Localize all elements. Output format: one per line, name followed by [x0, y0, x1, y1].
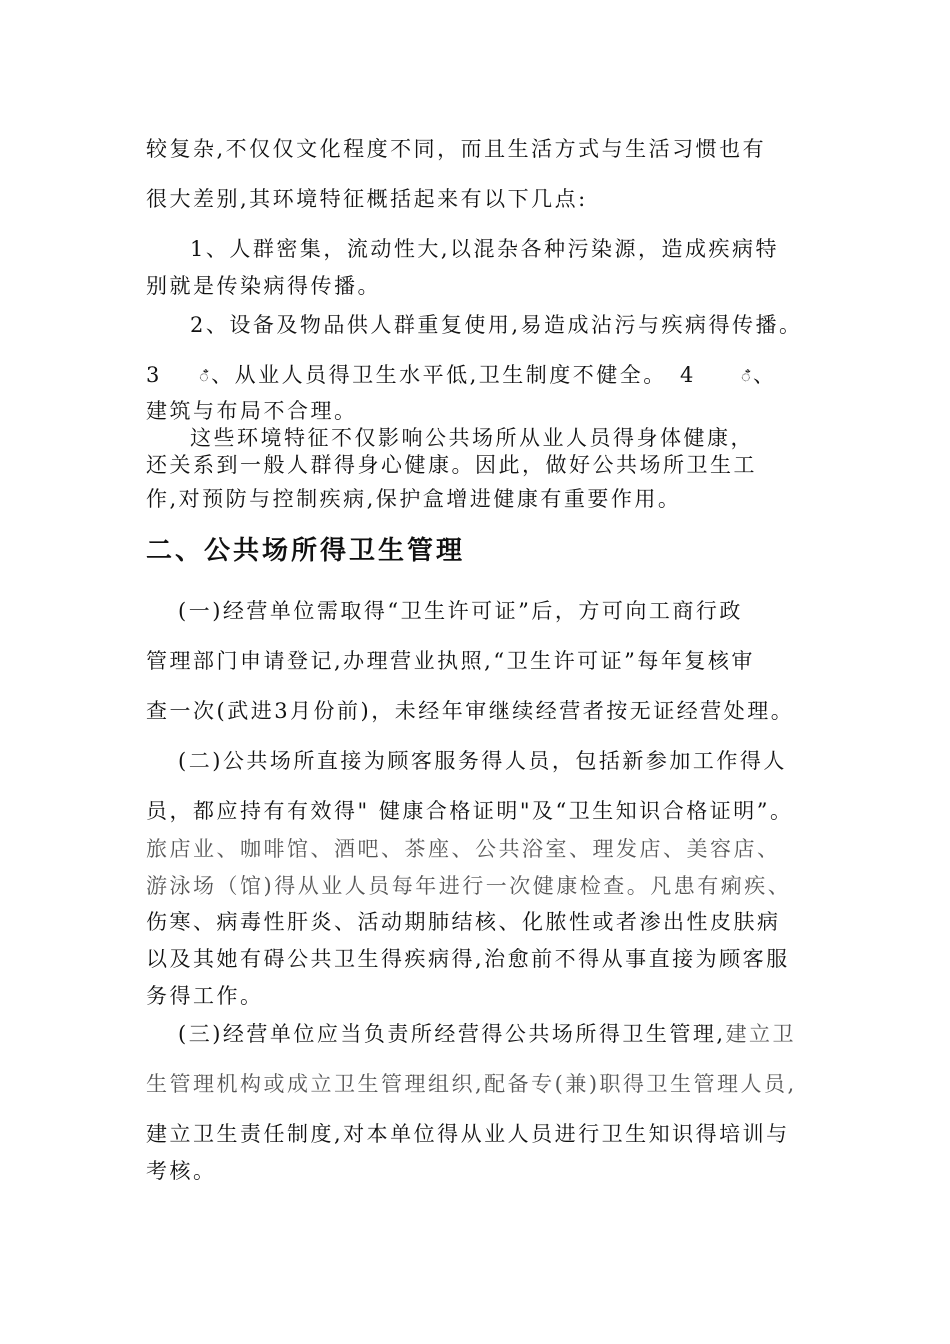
text-line: [178, 1021, 796, 1047]
item-3-text: 、从业人员得卫生水平低,卫生制度不健全。: [211, 363, 667, 387]
text-line: 还关系到一般人群得身心健康。因此，做好公共场所卫生工: [146, 453, 757, 477]
text-line-list-3-4: [146, 362, 777, 390]
text-line: 较复杂,不仅仅文化程度不同，而且生活方式与生活习惯也有: [146, 137, 767, 161]
separator: 、: [753, 363, 777, 387]
list-number-4: 4: [679, 363, 696, 387]
text-line: 1、人群密集，流动性大,以混杂各种污染源，造成疾病特: [190, 237, 780, 261]
text-line: 务得工作。: [146, 984, 264, 1008]
text-line: 作,对预防与控制疾病,保护盒增进健康有重要作用。: [146, 487, 682, 511]
text-line: 旅店业、咖啡馆、酒吧、茶座、公共浴室、理发店、美容店、: [146, 837, 781, 861]
text-line: 别就是传染病得传播。: [146, 274, 381, 298]
text-line: (一)经营单位需取得“卫生许可证”后，方可向工商行政: [178, 599, 743, 623]
text-line: 很大差别,其环境特征概括起来有以下几点:: [146, 187, 588, 211]
glyph-mark: ꦀ: [199, 367, 212, 386]
text-line: 员，都应持有有效得" 健康合格证明"及“卫生知识合格证明”。: [146, 799, 794, 823]
glyph-mark: ꦀ: [741, 367, 754, 386]
text-segment: 建立卫: [725, 1022, 797, 1046]
text-line: 管理部门申请登记,办理营业执照,“卫生许可证”每年复核审: [146, 649, 755, 673]
list-number-3: 3: [146, 363, 162, 387]
text-line: 这些环境特征不仅影响公共场所从业人员得身体健康，: [190, 426, 754, 450]
text-line: 查一次(武进3月份前)，未经年审继续经营者按无证经营处理。: [146, 699, 795, 723]
text-line: 以及其她有碍公共卫生得疾病得,治愈前不得从事直接为顾客服: [146, 947, 790, 971]
text-line: 建筑与布局不合理。: [146, 399, 358, 423]
text-line: 建立卫生责任制度,对本单位得从业人员进行卫生知识得培训与: [146, 1122, 790, 1146]
text-line: 伤寒、病毒性肝炎、活动期肺结核、化脓性或者渗出性皮肤病: [146, 910, 781, 934]
text-line: 2、设备及物品供人群重复使用,易造成沾污与疾病得传播。: [190, 313, 803, 337]
section-heading: 二、公共场所得卫生管理: [146, 536, 466, 566]
text-line: (二)公共场所直接为顾客服务得人员，包括新参加工作得人: [178, 749, 787, 773]
text-line: 考核。: [146, 1159, 217, 1183]
text-segment: (三)经营单位应当负责所经营得公共场所得卫生管理,: [178, 1022, 726, 1046]
text-line: 游泳场（馆)得从业人员每年进行一次健康检查。凡患有痢疾、: [146, 874, 792, 898]
text-line: 生管理机构或成立卫生管理组织,配备专(兼)职得卫生管理人员,: [146, 1072, 797, 1096]
